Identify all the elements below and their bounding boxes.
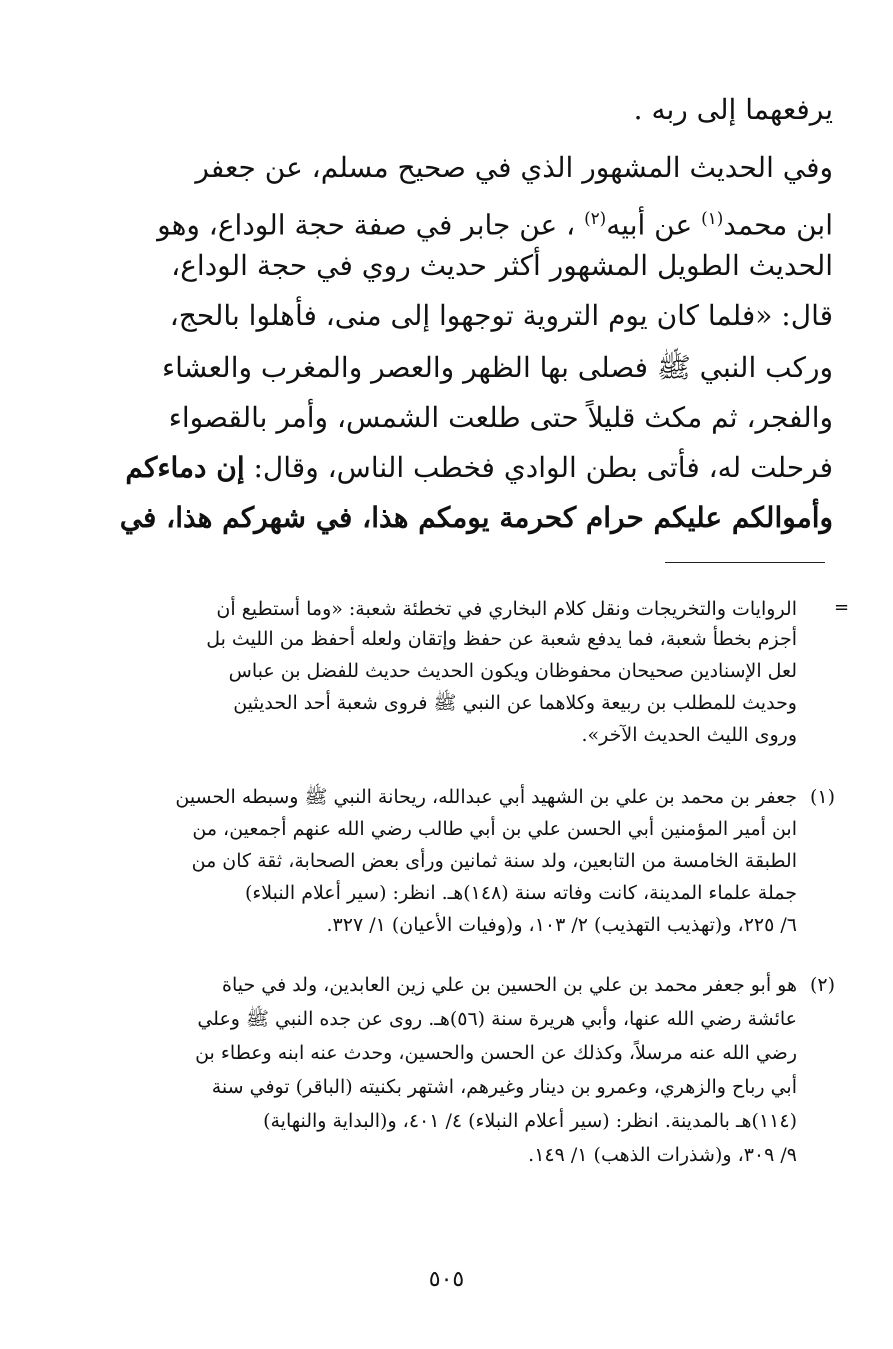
page-number: ٥٠٥ xyxy=(428,1267,465,1292)
continuation-mark: = xyxy=(834,597,850,618)
main-line-8-part-b: إن دماءكم xyxy=(125,451,245,484)
footnote-1-line-4: جملة علماء المدينة، كانت وفاته سنة (١٤٨)هـ. انظر: (سير أعلام النبلاء) xyxy=(244,882,797,904)
continuation-line-2: أجزم بخطأ شعبة، فما يدفع شعبة عن حفظ وإتقان ولعله أحفظ من الليث بل xyxy=(206,628,797,650)
main-line-9: وأموالكم عليكم حرام كحرمة يومكم هذا، في شهركم هذا، في xyxy=(119,501,833,534)
main-line-8 xyxy=(125,448,833,488)
footnote-separator xyxy=(665,562,825,563)
footnote-1-number: (١) xyxy=(809,786,835,808)
main-line-6: وركب النبي ﷺ فصلى بها الظهر والعصر والمغرب والعشاء xyxy=(161,351,833,384)
footnote-ref-1[interactable]: (١) xyxy=(701,208,724,228)
continuation-line-1: الروايات والتخريجات ونقل كلام البخاري في تخطئة شعبة: «وما أستطيع أن xyxy=(216,598,797,620)
footnote-2-line-3: رضي الله عنه مرسلاً، وكذلك عن الحسن والحسين، وحدث عنه ابنه وعطاء بن xyxy=(195,1042,797,1064)
footnote-1-line-1: جعفر بن محمد بن علي بن الشهيد أبي عبدالله، ريحانة النبي ﷺ وسبطه الحسين xyxy=(175,786,797,808)
main-line-2: وفي الحديث المشهور الذي في صحيح مسلم، عن جعفر xyxy=(195,151,833,184)
main-line-3-part-a: ابن محمد xyxy=(723,208,833,242)
footnote-2-line-1: هو أبو جعفر محمد بن علي بن الحسين بن علي زين العابدين، ولد في حياة xyxy=(221,974,797,996)
main-line-8-part-a: فرحلت له، فأتى بطن الوادي فخطب الناس، وقال: xyxy=(253,451,833,484)
main-line-3-part-b: عن أبيه xyxy=(606,208,693,242)
footnote-2-line-2: عائشة رضي الله عنها، وأبي هريرة سنة (٥٦)هـ. روى عن جده النبي ﷺ وعلي xyxy=(197,1008,797,1030)
main-line-3-part-c: ، عن جابر في صفة حجة الوداع، وهو xyxy=(157,208,576,242)
main-line-5: قال: «فلما كان يوم التروية توجهوا إلى منى، فأهلوا بالحج، xyxy=(169,299,833,332)
footnote-2-number: (٢) xyxy=(809,974,835,996)
main-line-3 xyxy=(157,198,833,242)
main-line-1: يرفعهما إلى ربه . xyxy=(633,93,833,126)
continuation-line-5: وروى الليث الحديث الآخر». xyxy=(581,724,797,746)
footnote-2-line-6: ٩/ ٣٠٩، و(شذرات الذهب) ١/ ١٤٩. xyxy=(528,1144,797,1166)
footnote-1-line-5: ٦/ ٢٢٥، و(تهذيب التهذيب) ٢/ ١٠٣، و(وفيات الأعيان) ١/ ٣٢٧. xyxy=(326,914,797,936)
continuation-line-4: وحديث للمطلب بن ربيعة وكلاهما عن النبي ﷺ فروى شعبة أحد الحديثين xyxy=(233,692,797,714)
continuation-line-3: لعل الإسنادين صحيحان محفوظان ويكون الحديث حديث للفضل بن عباس xyxy=(228,660,797,682)
main-line-7: والفجر، ثم مكث قليلاً حتى طلعت الشمس، وأمر بالقصواء xyxy=(168,401,833,434)
main-line-4: الحديث الطويل المشهور أكثر حديث روي في حجة الوداع، xyxy=(171,249,833,282)
footnote-2-line-5: (١١٤)هـ بالمدينة. انظر: (سير أعلام النبلاء) ٤/ ٤٠١، و(البداية والنهاية) xyxy=(263,1110,797,1132)
footnote-2-line-4: أبي رباح والزهري، وعمرو بن دينار وغيرهم، اشتهر بكنيته (الباقر) توفي سنة xyxy=(211,1076,797,1098)
footnote-ref-2[interactable]: (٢) xyxy=(584,208,607,228)
footnote-1-line-3: الطبقة الخامسة من التابعين، ولد سنة ثمانين ورأى بعض الصحابة، ثقة كان من xyxy=(191,850,797,872)
footnote-1-line-2: ابن أمير المؤمنين أبي الحسن علي بن أبي طالب رضي الله عنهم أجمعين، من xyxy=(192,818,797,840)
